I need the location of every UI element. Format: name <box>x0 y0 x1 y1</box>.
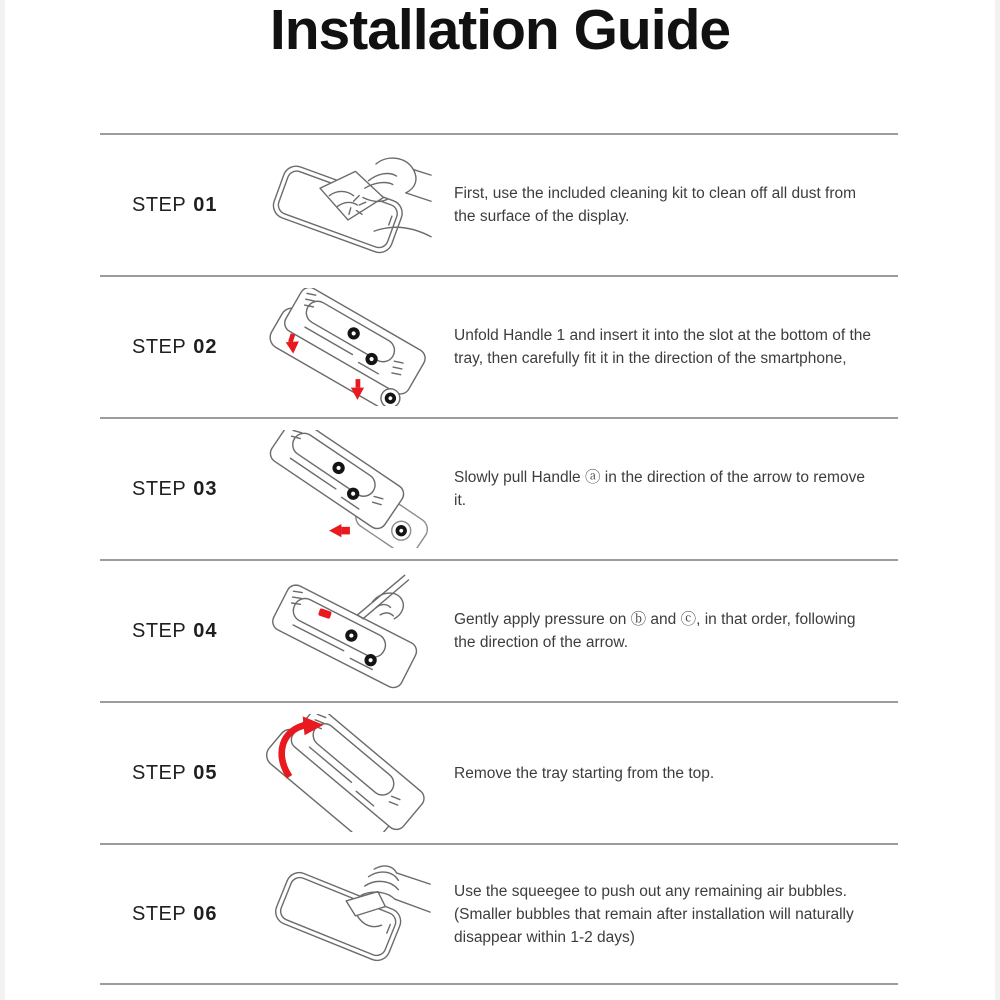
step-row-01 <box>100 133 898 275</box>
tray-insert-handle-illustration <box>263 288 433 406</box>
step-01-illustration-cell <box>242 149 454 261</box>
hand-cleaning-phone-illustration <box>263 149 433 261</box>
step-05-description: Remove the tray starting from the top. <box>454 764 715 782</box>
step-04-label <box>100 620 242 643</box>
step-04-illustration-cell <box>242 573 454 689</box>
step-number: 02 <box>193 335 218 358</box>
tray-removal-illustration <box>263 714 433 832</box>
step-number: 03 <box>193 477 218 500</box>
step-row-03 <box>100 417 898 559</box>
step-02-label <box>100 336 242 359</box>
step-03-illustration-cell <box>242 430 454 548</box>
step-03-description: Slowly pull Handle ⓐ in the direction of the arrow to remove it. <box>454 469 865 509</box>
step-number: 06 <box>193 902 218 925</box>
tray-press-b-c-illustration <box>263 573 433 689</box>
step-02-illustration-cell <box>242 288 454 406</box>
step-word: STEP <box>132 193 187 216</box>
step-01-description: First, use the included cleaning kit to clean off all dust from the surface of the display. <box>454 185 857 225</box>
step-row-04 <box>100 559 898 701</box>
step-word: STEP <box>132 761 187 784</box>
step-number: 04 <box>193 619 218 642</box>
step-02-description: Unfold Handle 1 and insert it into the slot at the bottom of the tray, then carefully fit it in the direction of the smartphone, <box>454 327 872 367</box>
step-06-label <box>100 903 242 926</box>
step-06-description: Use the squeegee to push out any remaining air bubbles. (Smaller bubbles that remain after installation will naturally disappear within 1-2 days) <box>454 882 854 946</box>
step-04-description: Gently apply pressure on ⓑ and ⓒ, in that order, following the direction of the arrow. <box>454 611 856 651</box>
step-number: 05 <box>193 761 218 784</box>
step-number: 01 <box>193 193 218 216</box>
step-word: STEP <box>132 335 187 358</box>
step-06-illustration-cell <box>242 858 454 970</box>
step-06-row <box>100 843 898 985</box>
page-title: Installation Guide <box>269 0 731 62</box>
step-05-illustration-cell <box>242 714 454 832</box>
page-edge <box>995 0 1000 1000</box>
installation-steps-list <box>100 133 898 985</box>
step-word: STEP <box>132 619 187 642</box>
tray-pull-handle-a-illustration <box>261 430 436 548</box>
step-03-label <box>100 478 242 501</box>
step-01-label <box>100 194 242 217</box>
step-word: STEP <box>132 477 187 500</box>
step-05-row <box>100 701 898 843</box>
page-edge <box>0 0 5 1000</box>
squeegee-bubbles-illustration <box>264 858 432 970</box>
step-row-02 <box>100 275 898 417</box>
step-word: STEP <box>132 902 187 925</box>
step-05-label <box>100 762 242 785</box>
